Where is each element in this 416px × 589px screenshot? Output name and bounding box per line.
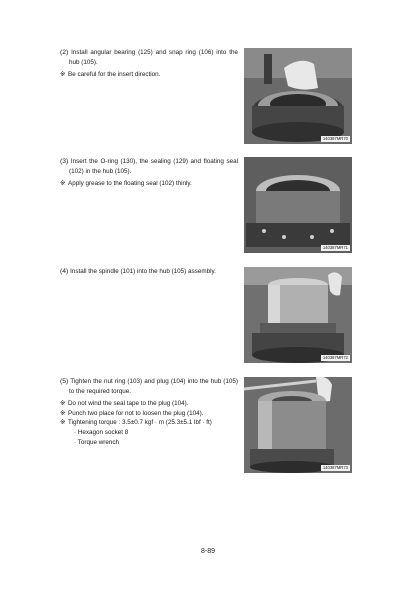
- step-number: (4): [60, 268, 69, 275]
- step-number: (3): [60, 158, 69, 165]
- step-number: (5): [60, 378, 69, 385]
- step-5-instruction: [60, 377, 238, 396]
- note-text: Do not wind the seal tape to the plug (104).: [68, 400, 189, 408]
- note-mark: ※: [60, 71, 66, 79]
- step-text: Install the spindle (101) into the hub (105) assembly.: [70, 268, 216, 275]
- caution-note: [60, 179, 238, 189]
- photo-bearing-install: [244, 48, 352, 144]
- note-mark: ※: [60, 400, 66, 408]
- step-text: Insert the O-ring (130), the sealing (129) and floating seal (102) in the hub (105).: [69, 158, 238, 175]
- page-number: 8-89: [200, 548, 215, 555]
- torque-note: [60, 418, 238, 428]
- seal-photo-illustration: [244, 157, 352, 253]
- note-text: Apply grease to the floating seal (102) thinly.: [68, 180, 192, 188]
- step-3-instruction: [60, 157, 238, 176]
- step-2: [60, 48, 238, 80]
- photo-code: 140387MR72: [322, 355, 348, 360]
- photo-code: 140387MR71: [322, 245, 348, 250]
- note-mark: ※: [60, 419, 66, 427]
- note-mark: ※: [60, 409, 66, 417]
- step-5: [60, 377, 238, 447]
- bearing-photo-illustration: [244, 48, 352, 144]
- caution-note: [60, 399, 238, 409]
- photo-nut-tighten: [244, 377, 352, 473]
- photo-code: 140387MR70: [322, 136, 348, 141]
- caution-note: [60, 70, 238, 80]
- photo-code: 140387MR73: [322, 465, 348, 470]
- step-4: [60, 267, 238, 277]
- photo-seal-insert: [244, 157, 352, 253]
- step-4-instruction: [60, 267, 238, 277]
- step-2-instruction: [60, 48, 238, 67]
- step-text: Install angular bearing (125) and snap ring (106) into the hub (105).: [69, 49, 238, 66]
- photo-spindle-install: [244, 267, 352, 363]
- note-text: Be careful for the insert direction.: [68, 71, 161, 79]
- spindle-photo-illustration: [244, 267, 352, 363]
- tighten-photo-illustration: [244, 377, 352, 473]
- note-mark: ※: [60, 180, 66, 188]
- caution-note: [60, 409, 238, 419]
- step-text: Tighten the nut ring (103) and plug (104) into the hub (105) to the required torque.: [69, 378, 238, 395]
- step-number: (2): [60, 49, 69, 56]
- tool-item: · Hexagon socket 8: [74, 428, 129, 436]
- tool-item: · Torque wrench: [74, 438, 120, 446]
- note-text: Punch two place for not to loosen the plug (104).: [68, 409, 204, 417]
- step-3: [60, 157, 238, 189]
- note-text: Tightening torque : 3.5±0.7 kgf · m (25.3±5.1 lbf · ft): [68, 419, 212, 427]
